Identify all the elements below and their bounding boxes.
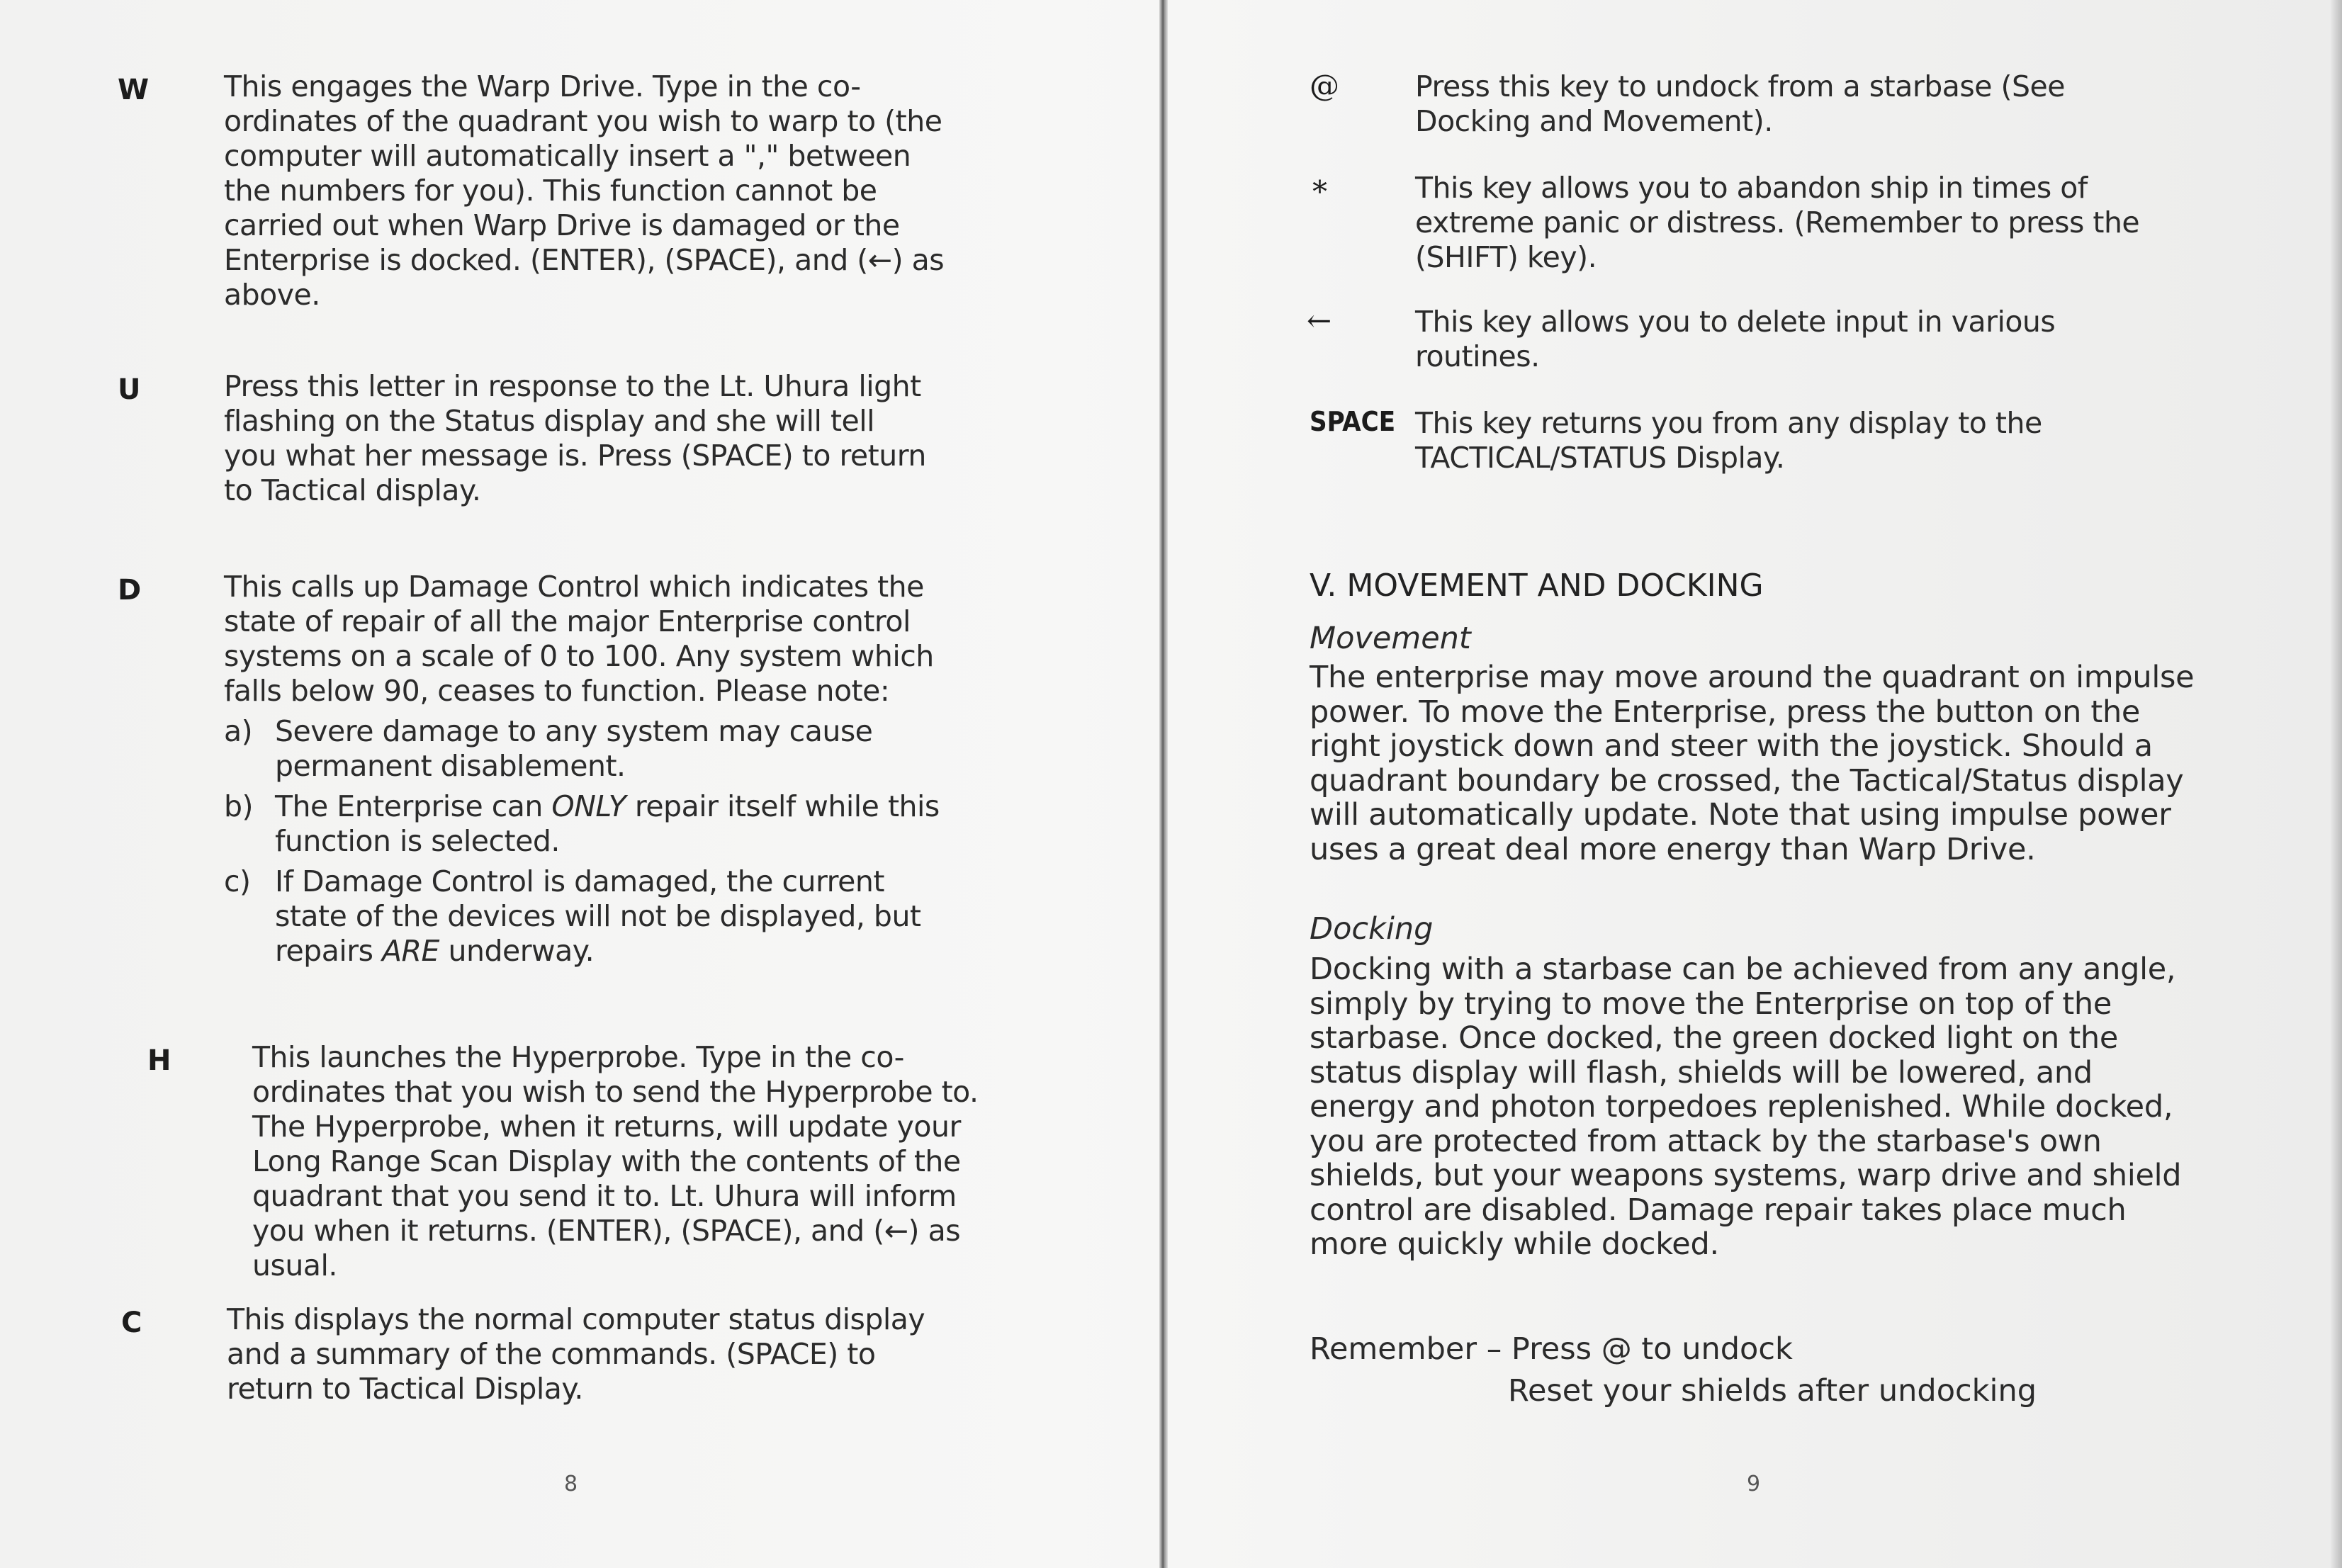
docking-title: Docking [1310, 911, 1434, 947]
list-item [224, 789, 947, 859]
list-item-text-post: repair itself while this function is selected. [275, 789, 940, 858]
entry-c-description [227, 1302, 935, 1406]
left-page [0, 0, 1159, 1568]
entry-asterisk-description [1415, 171, 2166, 275]
entry-u-description [224, 369, 933, 508]
entry-u-text: Press this letter in response to the Lt. Uhura light flashing on the Status display and she will tell you what her message is. Press (SPACE) to return to Tactical display. [224, 369, 926, 507]
page-number-left: 8 [564, 1472, 578, 1496]
entry-arrow-description [1415, 305, 2124, 374]
right-page [1168, 0, 2331, 1568]
list-marker: c) [224, 864, 251, 898]
key-asterisk: * [1312, 174, 1327, 209]
list-item-emphasis: ONLY [551, 789, 626, 823]
key-backspace-arrow: ← [1307, 303, 1332, 338]
list-item [224, 714, 947, 784]
movement-paragraph: The enterprise may move around the quadrant on impulse power. To move the Enterprise, press the button on the right joystick down and steer with the joystick. Should a quadrant boundary be crossed, the Tactical/Status display will automatically update. Note that using impulse power uses a great deal more energy than Warp Drive. [1310, 660, 2195, 867]
key-at-sign: @ [1310, 68, 1339, 103]
list-item-text: Severe damage to any system may cause permanent disablement. [275, 714, 873, 783]
entry-at-text: Press this key to undock from a starbase (See Docking and Movement). [1415, 69, 2065, 138]
entry-c-text: This displays the normal computer status display and a summary of the commands. (SPACE) to return to Tactical Display. [227, 1302, 925, 1406]
key-d: D [118, 574, 142, 607]
entry-w-description [224, 69, 954, 312]
list-item-emphasis: ARE [381, 934, 439, 968]
entry-space-description [1415, 406, 2124, 475]
page-gutter [1159, 0, 1168, 1568]
entry-h-text: This launches the Hyperprobe. Type in the co-ordinates that you wish to send the Hyperprobe to. The Hyperprobe, when it returns, will update your Long Range Scan Display with the contents of the quadrant that you send it to. Lt. Uhura will inform you when it returns. (ENTER), (SPACE), and (←) as usual. [252, 1040, 979, 1282]
key-space: SPACE [1310, 406, 1396, 437]
entry-at-description [1415, 69, 2166, 139]
key-u: U [118, 373, 141, 406]
key-w: W [118, 74, 150, 106]
damage-notes-list [224, 714, 947, 969]
page-edge [2331, 0, 2342, 1568]
section-heading: V. MOVEMENT AND DOCKING [1310, 568, 1764, 604]
list-item-text-pre: The Enterprise can [275, 789, 552, 823]
entry-h-description [252, 1040, 996, 1283]
entry-d-description [224, 570, 947, 974]
page-number-right: 9 [1747, 1472, 1761, 1496]
remember-line-2: Reset your shields after undocking [1508, 1373, 2037, 1409]
list-item [224, 864, 947, 969]
key-h: H [147, 1044, 171, 1077]
entry-arrow-text: This key allows you to delete input in various routines. [1415, 305, 2056, 373]
key-c: C [121, 1307, 142, 1339]
entry-space-text: This key returns you from any display to the TACTICAL/STATUS Display. [1415, 406, 2042, 475]
movement-title: Movement [1310, 621, 1471, 656]
remember-line-1: Remember – Press @ to undock [1310, 1331, 1793, 1367]
list-item-text-pre: If Damage Control is damaged, the current state of the devices will not be displayed, but repairs [275, 864, 921, 968]
list-marker: a) [224, 714, 253, 748]
docking-paragraph: Docking with a starbase can be achieved from any angle, simply by trying to move the Enterprise on top of the starbase. Once docked, the green docked light on the status display will flash, shields will be lowered, and energy and photon torpedoes replenished. While docked, you are protected from attack by the starbase's own shields, but your weapons systems, warp drive and shield control are disabled. Damage repair takes place much more quickly while docked. [1310, 952, 2182, 1262]
list-item-text-post: underway. [439, 934, 595, 968]
entry-w-text: This engages the Warp Drive. Type in the co-ordinates of the quadrant you wish to warp to (the computer will automatically insert a "," between the numbers for you). This function cannot be carried out when Warp Drive is damaged or the Enterprise is docked. (ENTER), (SPACE), and (←) as above. [224, 69, 945, 312]
entry-asterisk-text: This key allows you to abandon ship in times of extreme panic or distress. (Remember to press the (SHIFT) key). [1415, 171, 2140, 274]
list-marker: b) [224, 789, 254, 823]
entry-d-text: This calls up Damage Control which indicates the state of repair of all the major Enterprise control systems on a scale of 0 to 100. Any system which falls below 90, ceases to function. Please note: [224, 570, 934, 708]
